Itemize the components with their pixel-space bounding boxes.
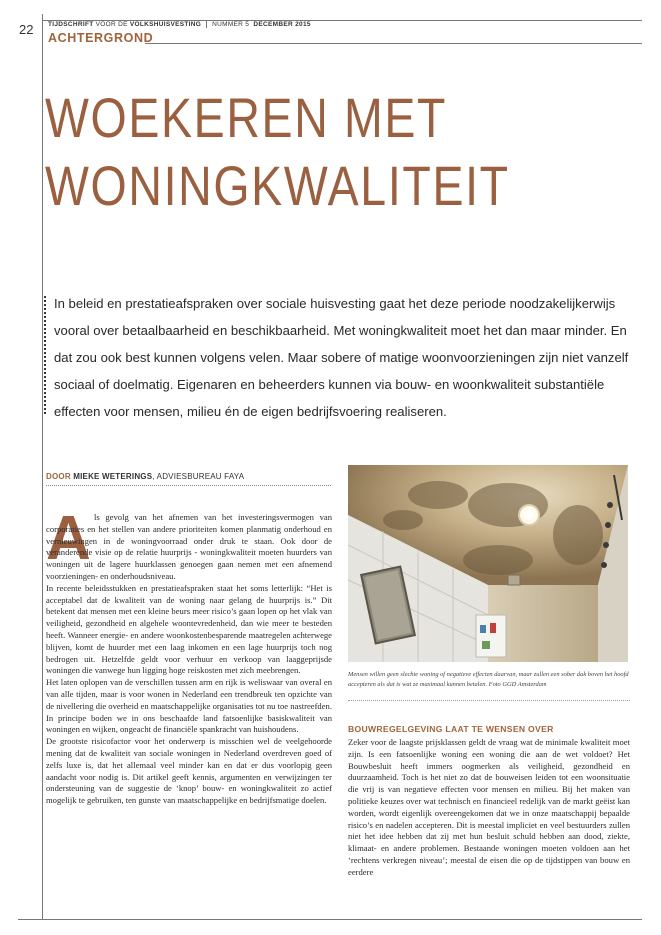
byline-prefix: DOOR xyxy=(46,472,71,481)
section-subheading: BOUWREGELGEVING LAAT TE WENSEN OVER xyxy=(348,724,554,734)
intro-marker xyxy=(44,296,46,414)
journal-name-part1: TIJDSCHRIFT xyxy=(48,21,94,28)
byline-affiliation: , ADVIESBUREAU FAYA xyxy=(152,472,245,481)
page-number: 22 xyxy=(19,22,34,37)
header-separator xyxy=(206,20,207,28)
running-header xyxy=(48,20,311,29)
body-paragraph: Het laten oplopen van de verschillen tussen arm en rijk is weliswaar van overal en van alle tijden, maar is voor wonen in Nederland een trendbreuk ten opzichte van de nivellering die overheid en maatschappelijke organisaties tot nu toe nastreefden. In principe boden we in ons beschaafde land fatsoenlijke basiskwaliteit van woningen en wijken, ongeacht de financiële spankracht van huishoudens. xyxy=(46,677,332,735)
photo-caption: Mensen willen geen slechte woning of negatieve effecten daarvan, maar zullen een sober dak boven het hoofd accepteren als dat is wat ze maximaal kunnen betalen. Foto GGD Amsterdam xyxy=(348,671,629,688)
page-frame-left xyxy=(42,14,43,920)
body-paragraph: ls gevolg van het afnemen van het investeringsvermogen van corporaties en het stellen van andere prioriteiten komen planmatig onderhoud en vernieuwingen in de woningvoorraad onder druk te staan. Ook door de veranderende visie op de relatie huurprijs - woningkwaliteit moeten huurders van woningen uit de lagere huurklassen genoegen gaan nemen met een afnemend voorzieningen- en onderhoudsniveau. xyxy=(46,512,332,581)
article-title xyxy=(45,84,510,220)
article-photo xyxy=(348,465,628,662)
body-paragraph: In recente beleidsstukken en prestatieafspraken staat het soms letterlijk: “Het is acceptabel dat de kwaliteit van de woning naar gelang de huurprijs is.” Dit betekent dat mensen met een kleine beurs meer risico’s gaan lopen op het vlak van veiligheid, gezondheid en algehele woontevredenheid, dan wie meer te besteden heeft. Wanneer energie- en andere woonkostenbesparende maatregelen achterwege blijven, komt de huurder met een laag inkomen en een lage huurprijs toch nog bedrogen uit. Hetzelfde geldt voor verhuur en verkoop van laaggeprijsde woningen die vanwege hun ligging hoge reiskosten met zich meebrengen. xyxy=(46,582,332,676)
moldy-bathroom-photo xyxy=(348,465,628,662)
issue-date: DECEMBER 2015 xyxy=(253,21,311,28)
byline-rule xyxy=(46,485,331,486)
title-line-1: WOEKEREN MET xyxy=(45,86,448,149)
page-frame-bottom xyxy=(18,919,642,920)
article-intro: In beleid en prestatieafspraken over sociale huisvesting gaat het deze periode noodzakelijkerwijs vooral over betaalbaarheid en beschikbaarheid. Met woningkwaliteit moet het dan maar minder. En dat zou ook best kunnen volgens velen. Maar sobere of matige woonvoorzieningen zijn niet vanzelf sociaal of doelmatig. Eigenaren en beheerders kunnen via bouw- en woonkwaliteit substantiële effecten voor mensen, milieu én de eigen bedrijfsvoering realiseren. xyxy=(54,296,629,419)
byline xyxy=(46,472,244,481)
body-paragraph: De grootste risicofactor voor het onderwerp is misschien wel de veelgehoorde mening dat de kwaliteit van sociale woningen in Nederland overdreven goed of zelfs luxe is, dat het allemaal veel minder kan en dat er dus voorlopig geen aandacht voor nodig is. Dit artikel geeft kennis, argumenten en verwijzingen ter ondersteuning van de suggestie de ‘knop’ bouw- en woningkwaliteit zo actief mogelijk te gebruiken, ten gunste van maatschappelijke en bedrijfsmatige doelen. xyxy=(46,736,332,806)
body-column-left xyxy=(46,512,332,807)
journal-name-part2: VOOR DE xyxy=(93,21,130,28)
issue-number: NUMMER 5 xyxy=(212,21,250,28)
title-line-2: WONINGKWALITEIT xyxy=(45,154,510,217)
section-rule xyxy=(145,43,642,44)
body-column-right: Zeker voor de laagste prijsklassen geldt de vraag wat de minimale kwaliteit moet zijn. Is een fatsoenlijke woning een woning die aan de wet voldoet? Het Bouwbesluit heeft immers oogmerken als veiligheid, gezondheid en duurzaamheid. Toch is het niet zo dat de bouweisen leiden tot een woonsituatie die vrij is van negatieve effecten voor mensen en milieu. Bij het maken van politieke keuzes over wat technisch en financieel redelijk van de markt geëist kan worden, wordt eigenlijk overeengekomen dat we in onze maatschappij bepaalde risico’s en nadelen accepteren. Dit is meestal impliciet en veel bestuurders zullen niet het idee hebben dat zij met hun besluit schuld hebben aan dood, ziekte, klimaat- en andere problemen. Bestaande woningen moeten voldoen aan het ‘rechtens verkregen niveau’; meestal de eisen die op de tijdstippen van bouw en eerdere xyxy=(348,737,630,877)
section-label: ACHTERGROND xyxy=(48,31,154,45)
byline-author: MIEKE WETERINGS xyxy=(73,472,153,481)
drop-cap: A xyxy=(46,504,91,573)
caption-rule xyxy=(348,700,630,701)
journal-name-part3: VOLKSHUISVESTING xyxy=(129,21,202,28)
